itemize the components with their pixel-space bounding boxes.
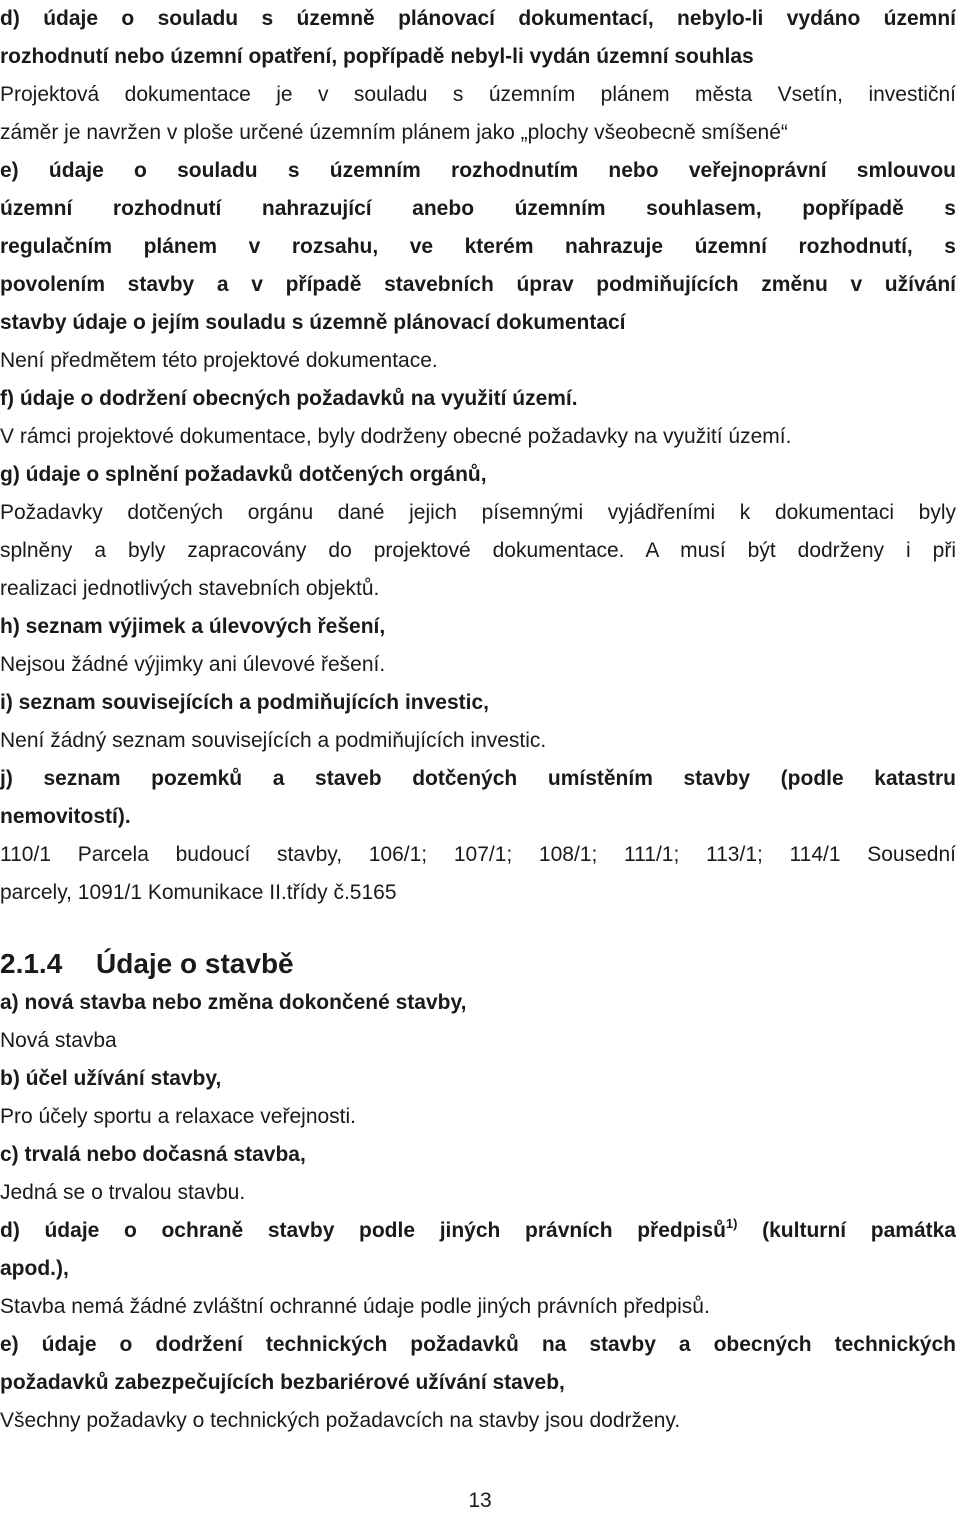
section-g-text-line-2: splněny a byly zapracovány do projektové dokumentace. A musí být dodrženy i při bbox=[0, 539, 956, 562]
section-e-heading-line-3: regulačním plánem v rozsahu, ve kterém nahrazuje územní rozhodnutí, s bbox=[0, 235, 956, 258]
section-e-heading-line-5: stavby údaje o jejím souladu s územně plánovací dokumentací bbox=[0, 311, 626, 334]
section-j-heading-line-2: nemovitostí). bbox=[0, 805, 131, 828]
item-d-heading-text: d) údaje o ochraně stavby podle jiných právních předpisů bbox=[0, 1219, 726, 1242]
section-f-text: V rámci projektové dokumentace, byly dodrženy obecné požadavky na využití území. bbox=[0, 425, 792, 448]
section-h-text: Nejsou žádné výjimky ani úlevové řešení. bbox=[0, 653, 386, 676]
item-a-text: Nová stavba bbox=[0, 1029, 117, 1052]
section-f-heading: f) údaje o dodržení obecných požadavků na využití území. bbox=[0, 387, 578, 410]
section-i-heading: i) seznam souvisejících a podmiňujících investic, bbox=[0, 691, 489, 714]
item-e-heading-line-2: požadavků zabezpečujících bezbariérové užívání staveb, bbox=[0, 1371, 565, 1394]
section-i-text: Není žádný seznam souvisejících a podmiňujících investic. bbox=[0, 729, 547, 752]
section-d-heading-line-2: rozhodnutí nebo územní opatření, popřípadě nebyl-li vydán územní souhlas bbox=[0, 45, 754, 68]
item-b-heading: b) účel užívání stavby, bbox=[0, 1067, 222, 1090]
section-g-heading: g) údaje o splnění požadavků dotčených orgánů, bbox=[0, 463, 487, 486]
chapter-number: 2.1.4 bbox=[0, 948, 63, 979]
item-c-heading: c) trvalá nebo dočasná stavba, bbox=[0, 1143, 306, 1166]
page-number: 13 bbox=[468, 1489, 492, 1512]
item-b-text: Pro účely sportu a relaxace veřejnosti. bbox=[0, 1105, 357, 1128]
item-d-text: Stavba nemá žádné zvláštní ochranné údaje podle jiných právních předpisů. bbox=[0, 1295, 710, 1318]
section-d-text-line-2: záměr je navržen v ploše určené územním plánem jako „plochy všeobecně smíšené“ bbox=[0, 121, 788, 144]
section-g-text-line-3: realizaci jednotlivých stavebních objektů. bbox=[0, 577, 380, 600]
section-d-text-line-1: Projektová dokumentace je v souladu s územním plánem města Vsetín, investiční bbox=[0, 83, 956, 106]
section-j-text-line-2: parcely, 1091/1 Komunikace II.třídy č.5165 bbox=[0, 881, 397, 904]
item-d-heading-line-1 bbox=[0, 1212, 956, 1250]
section-h-heading: h) seznam výjimek a úlevových řešení, bbox=[0, 615, 386, 638]
section-e-heading-line-2: územní rozhodnutí nahrazující anebo územním souhlasem, popřípadě s bbox=[0, 197, 956, 220]
section-j-text-line-1: 110/1 Parcela budoucí stavby, 106/1; 107/1; 108/1; 111/1; 113/1; 114/1 Sousední bbox=[0, 843, 956, 866]
item-d-heading-line-2: apod.), bbox=[0, 1257, 69, 1280]
section-e-heading-line-4: povolením stavby a v případě stavebních úprav podmiňujících změnu v užívání bbox=[0, 273, 956, 296]
section-d-heading-line-1: d) údaje o souladu s územně plánovací dokumentací, nebylo-li vydáno územní bbox=[0, 7, 956, 30]
section-e-text: Není předmětem této projektové dokumentace. bbox=[0, 349, 438, 372]
item-a-heading: a) nová stavba nebo změna dokončené stavby, bbox=[0, 991, 467, 1014]
section-j-heading-line-1: j) seznam pozemků a staveb dotčených umístěním stavby (podle katastru bbox=[0, 767, 956, 790]
section-g-text-line-1: Požadavky dotčených orgánu dané jejich písemnými vyjádřeními k dokumentaci byly bbox=[0, 501, 956, 524]
section-e-heading-line-1: e) údaje o souladu s územním rozhodnutím nebo veřejnoprávní smlouvou bbox=[0, 159, 956, 182]
item-e-text: Všechny požadavky o technických požadavcích na stavby jsou dodrženy. bbox=[0, 1409, 681, 1432]
item-e-heading-line-1: e) údaje o dodržení technických požadavků na stavby a obecných technických bbox=[0, 1333, 956, 1356]
chapter-heading bbox=[0, 944, 956, 984]
footnote-reference: 1) bbox=[725, 1216, 738, 1231]
chapter-title: Údaje o stavbě bbox=[96, 948, 294, 979]
item-d-heading-tail: (kulturní památka bbox=[737, 1219, 956, 1242]
item-c-text: Jedná se o trvalou stavbu. bbox=[0, 1181, 246, 1204]
